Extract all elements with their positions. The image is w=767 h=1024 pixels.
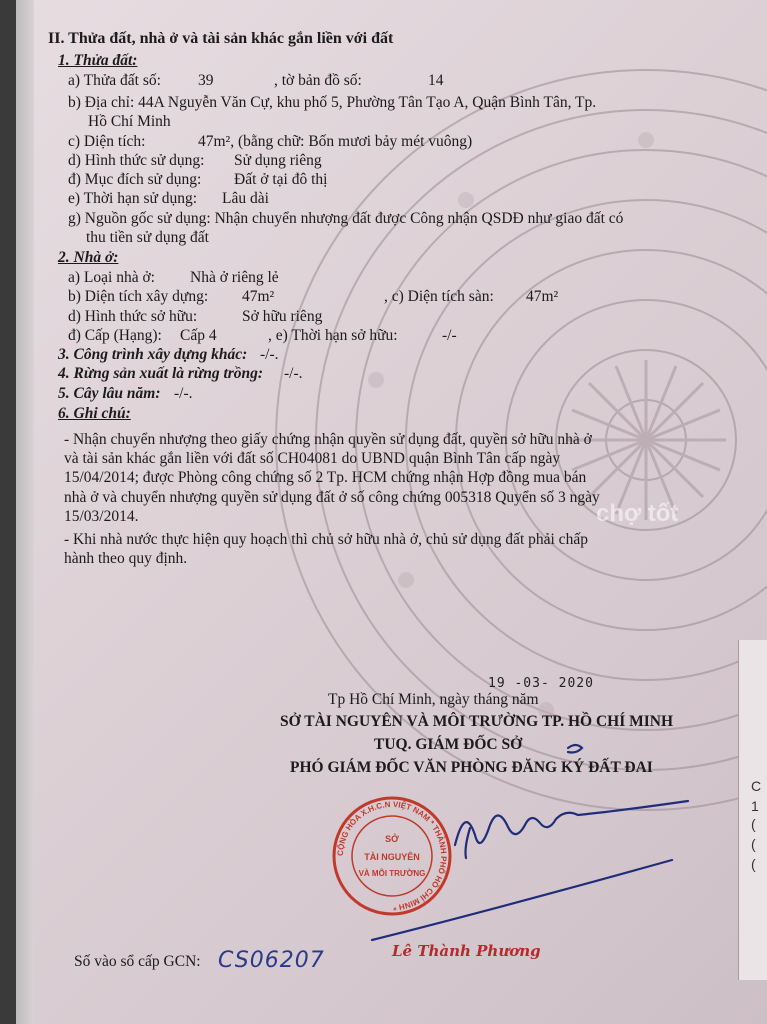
handwritten-date: 19 -03- 2020 bbox=[488, 676, 594, 691]
origin-line-2: thu tiền sử dụng đất bbox=[86, 229, 209, 246]
notes-line: 15/03/2014. bbox=[64, 508, 139, 525]
notes-line: - Khi nhà nước thực hiện quy hoạch thì chủ sở hữu nhà ở, chủ sử dụng đất phải chấp bbox=[64, 531, 588, 548]
house-heading: 2. Nhà ở: bbox=[58, 249, 119, 266]
section-title: II. Thửa đất, nhà ở và tài sản khác gắn liền với đất bbox=[48, 30, 394, 47]
strip-char: ( bbox=[751, 816, 756, 832]
parcel-number: 39 bbox=[198, 72, 214, 89]
notes-heading: 6. Ghi chú: bbox=[58, 405, 131, 422]
use-form-value: Sử dụng riêng bbox=[234, 152, 322, 169]
purpose-value: Đất ở tại đô thị bbox=[234, 171, 328, 188]
stamp-center-line: SỞ bbox=[385, 834, 399, 844]
ownership-term-label: , e) Thời hạn sở hữu: bbox=[268, 327, 398, 344]
authorization-title: TUQ. GIÁM ĐỐC SỞ bbox=[374, 736, 523, 753]
ownership-form-label: d) Hình thức sở hữu: bbox=[68, 308, 198, 325]
perennial-value: -/-. bbox=[174, 385, 193, 402]
adjacent-page-strip bbox=[738, 640, 767, 980]
notes-line: hành theo quy định. bbox=[64, 550, 188, 567]
term-value: Lâu dài bbox=[222, 190, 269, 207]
area-value: 47m², (bằng chữ: Bốn mươi bảy mét vuông) bbox=[198, 133, 473, 150]
watermark-text: chợ tốt bbox=[596, 500, 679, 527]
notes-line: - Nhận chuyển nhượng theo giấy chứng nhận quyền sử dụng đất, quyền sở hữu nhà ở bbox=[64, 431, 592, 448]
notes-line: 15/04/2014; được Phòng công chứng số 2 Tp. HCM chứng nhận Hợp đồng mua bán bbox=[64, 469, 587, 486]
address-line-2: Hồ Chí Minh bbox=[88, 113, 171, 130]
forest-label: 4. Rừng sản xuất là rừng trồng: bbox=[58, 365, 264, 382]
perennial-label: 5. Cây lâu năm: bbox=[58, 385, 161, 402]
place-date-line: Tp Hồ Chí Minh, ngày tháng năm bbox=[328, 691, 539, 708]
registry-number-handwritten: CS06207 bbox=[218, 948, 325, 973]
other-construction-value: -/-. bbox=[260, 346, 279, 363]
built-area-value: 47m² bbox=[242, 288, 275, 305]
forest-value: -/-. bbox=[284, 365, 303, 382]
strip-char: C bbox=[751, 778, 762, 794]
map-label: , tờ bản đồ số: bbox=[274, 72, 362, 89]
page-edge-shadow bbox=[16, 0, 34, 1024]
official-seal-stamp-icon bbox=[330, 794, 454, 918]
grade-label: đ) Cấp (Hạng): bbox=[68, 327, 162, 344]
map-number: 14 bbox=[428, 72, 444, 89]
house-type-label: a) Loại nhà ở: bbox=[68, 269, 155, 286]
stamp-ring-text: CỘNG HÒA X.H.C.N VIỆT NAM * THÀNH PHỐ HỒ CHÍ MINH * bbox=[335, 799, 449, 913]
floor-area-value: 47m² bbox=[526, 288, 559, 305]
grade-value: Cấp 4 bbox=[180, 327, 217, 344]
parcel-label: a) Thửa đất số: bbox=[68, 72, 161, 89]
house-type-value: Nhà ở riêng lẻ bbox=[190, 269, 279, 286]
address-line-1: b) Địa chỉ: 44A Nguyễn Văn Cự, khu phố 5, Phường Tân Tạo A, Quận Bình Tân, Tp. bbox=[68, 94, 597, 111]
term-label: e) Thời hạn sử dụng: bbox=[68, 190, 198, 207]
notes-line: nhà ở và chuyển nhượng quyền sử dụng đất ở số công chứng 005318 Quyển số 3 ngày bbox=[64, 489, 600, 506]
purpose-label: đ) Mục đích sử dụng: bbox=[68, 171, 202, 188]
notes-line: và tài sản khác gắn liền với đất số CH04081 do UBND quận Bình Tân cấp ngày bbox=[64, 450, 561, 467]
use-form-label: d) Hình thức sử dụng: bbox=[68, 152, 205, 169]
registry-label: Số vào sổ cấp GCN: bbox=[74, 953, 201, 970]
land-heading: 1. Thửa đất: bbox=[58, 52, 138, 69]
strip-char: 1 bbox=[751, 798, 759, 814]
stamp-center-line: TÀI NGUYÊN bbox=[364, 852, 420, 862]
area-label: c) Diện tích: bbox=[68, 133, 146, 150]
strip-char: ( bbox=[751, 856, 756, 872]
ownership-form-value: Sở hữu riêng bbox=[242, 308, 323, 325]
floor-area-label: , c) Diện tích sàn: bbox=[384, 288, 494, 305]
issuing-organization: SỞ TÀI NGUYÊN VÀ MÔI TRƯỜNG TP. HỒ CHÍ MINH bbox=[280, 713, 674, 730]
built-area-label: b) Diện tích xây dựng: bbox=[68, 288, 209, 305]
origin-line-1: g) Nguồn gốc sử dụng: Nhận chuyển nhượng đất được Công nhận QSDĐ như giao đất có bbox=[68, 210, 624, 227]
stamp-center-line: VÀ MÔI TRƯỜNG bbox=[358, 869, 426, 878]
strip-char: ( bbox=[751, 836, 756, 852]
ownership-term-value: -/- bbox=[442, 327, 457, 344]
signer-name: Lê Thành Phương bbox=[392, 942, 541, 960]
other-construction-label: 3. Công trình xây dựng khác: bbox=[58, 346, 248, 363]
deputy-director-title: PHÓ GIÁM ĐỐC VĂN PHÒNG ĐĂNG KÝ ĐẤT ĐAI bbox=[290, 759, 653, 776]
